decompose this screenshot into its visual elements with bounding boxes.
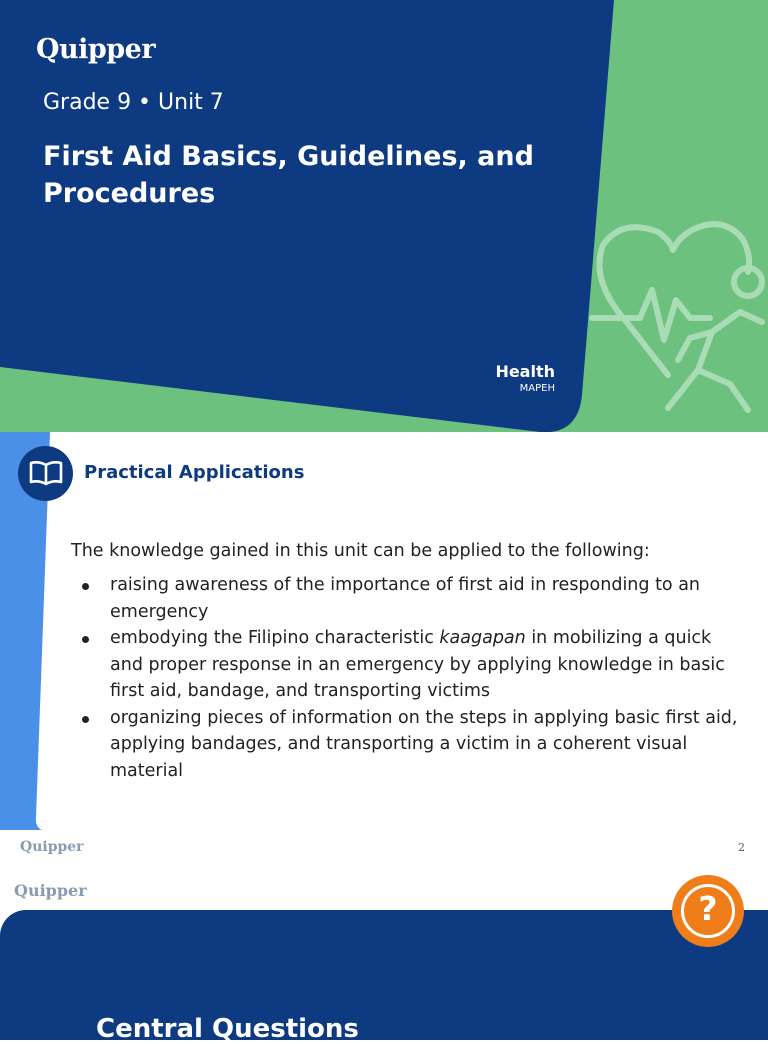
slide-title: Central Questions — [96, 1014, 359, 1044]
brand-logo: Quipper — [14, 881, 87, 900]
book-icon-badge — [18, 446, 73, 501]
footer-brand-logo: Quipper — [20, 839, 84, 855]
bullet-icon — [82, 583, 89, 590]
open-book-icon — [29, 460, 63, 486]
slide-title: First Aid Basics, Guidelines, and Procedures — [43, 141, 534, 209]
section-heading: Practical Applications — [84, 462, 305, 483]
list-item: raising awareness of the importance of first aid in responding to an emergency — [72, 572, 742, 625]
intro-text: The knowledge gained in this unit can be applied to the following: — [71, 541, 650, 561]
practical-applications-slide — [0, 432, 768, 864]
grade-unit-label: Grade 9 • Unit 7 — [43, 90, 224, 115]
brand-logo: Quipper — [36, 34, 156, 65]
bullet-icon — [82, 636, 89, 643]
central-questions-slide — [0, 864, 768, 1044]
cover-slide — [0, 0, 768, 432]
bullet-icon — [82, 716, 89, 723]
list-item: organizing pieces of information on the steps in applying basic first aid, applying bandages, and transporting a victim in a coherent visual material — [72, 705, 742, 785]
subject-group-label: MAPEH — [519, 383, 555, 394]
page-number: 2 — [738, 841, 745, 854]
subject-label: Health — [495, 362, 555, 381]
help-button[interactable]: ? — [672, 875, 744, 947]
applications-list — [72, 572, 742, 784]
list-item: embodying the Filipino characteristic kaagapan in mobilizing a quick and proper response in an emergency by applying knowledge in basic first aid, bandage, and transporting victims — [72, 625, 742, 705]
